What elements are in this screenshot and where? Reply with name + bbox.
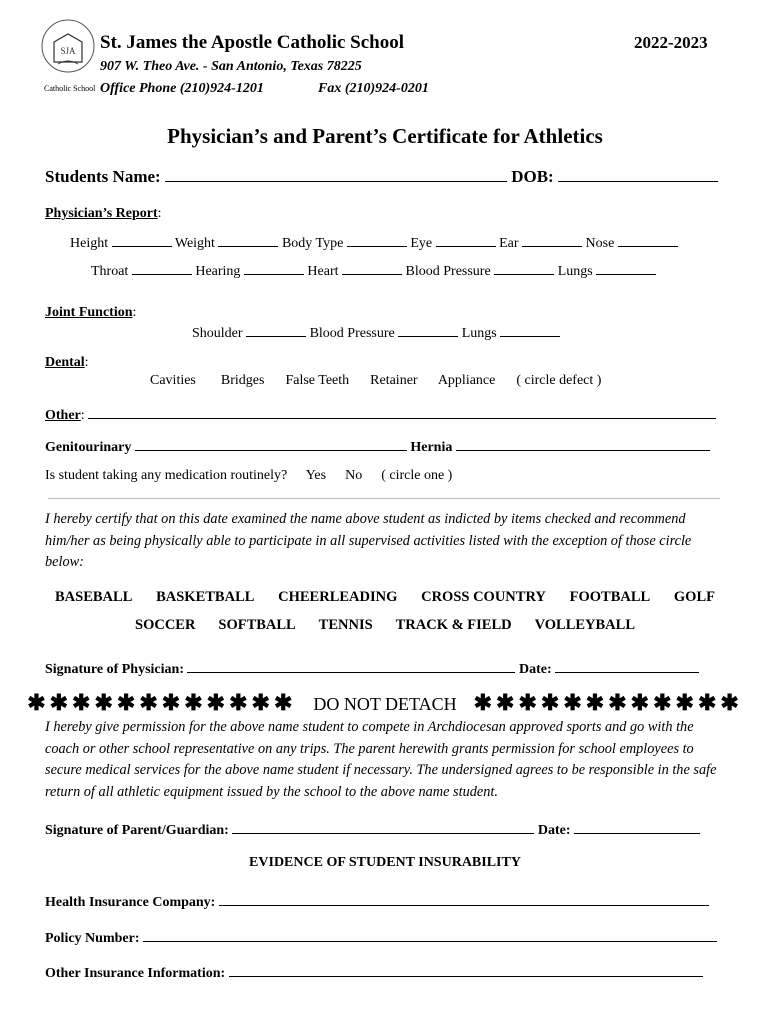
blood-pressure-field[interactable]	[494, 262, 554, 275]
sports-row-1	[55, 589, 715, 606]
dental-label: Dental	[45, 355, 85, 370]
height-label: Height	[70, 236, 109, 251]
detach-text: DO NOT DETACH	[313, 694, 457, 714]
physician-row-2	[91, 262, 656, 280]
hernia-label: Hernia	[410, 440, 453, 455]
parent-signature-label: Signature of Parent/Guardian:	[45, 823, 229, 838]
sport-baseball[interactable]: BASEBALL	[55, 589, 133, 605]
lungs-field[interactable]	[596, 262, 656, 275]
stars-right: ✱✱✱✱✱✱✱✱✱✱✱✱	[473, 690, 743, 715]
parent-signature-field[interactable]	[232, 819, 534, 834]
other-insurance-label: Other Insurance Information:	[45, 966, 226, 981]
sport-basketball[interactable]: BASKETBALL	[156, 589, 255, 605]
dental-bridges[interactable]: Bridges	[220, 373, 265, 388]
lungs-label: Lungs	[557, 264, 593, 279]
dental-false-teeth[interactable]: False Teeth	[285, 373, 350, 388]
insurability-title: EVIDENCE OF STUDENT INSURABILITY	[249, 855, 521, 870]
sport-cheerleading[interactable]: CHEERLEADING	[278, 589, 398, 605]
divider	[48, 498, 720, 499]
nose-label: Nose	[585, 236, 615, 251]
school-year: 2022-2023	[634, 33, 708, 52]
dental-appliance[interactable]: Appliance	[437, 373, 496, 388]
physician-date-label: Date:	[518, 662, 552, 677]
lungs-field[interactable]	[500, 324, 560, 337]
sport-tennis[interactable]: TENNIS	[318, 617, 373, 633]
ear-label: Ear	[499, 236, 519, 251]
hearing-label: Hearing	[195, 264, 241, 279]
seal-caption: Catholic School	[44, 84, 96, 93]
other-insurance-field[interactable]	[229, 962, 703, 977]
school-phone: Office Phone (210)924-1201	[100, 81, 264, 96]
dental-row	[150, 373, 601, 389]
medication-row	[45, 468, 452, 484]
blood-pressure-field[interactable]	[398, 324, 458, 337]
sports-row-2	[135, 617, 635, 634]
dental-cavities[interactable]: Cavities	[150, 373, 196, 388]
dob-label: DOB:	[511, 167, 554, 186]
sport-track-field[interactable]: TRACK & FIELD	[395, 617, 512, 633]
lungs-label: Lungs	[461, 326, 497, 341]
physician-signature-label: Signature of Physician:	[45, 662, 184, 677]
nose-field[interactable]	[618, 234, 678, 247]
heart-field[interactable]	[342, 262, 402, 275]
detach-banner	[0, 690, 770, 716]
weight-label: Weight	[174, 236, 215, 251]
sport-softball[interactable]: SOFTBALL	[218, 617, 296, 633]
sport-volleyball[interactable]: VOLLEYBALL	[534, 617, 635, 633]
medication-yes[interactable]: Yes	[305, 468, 327, 483]
health-insurance-label: Health Insurance Company:	[45, 895, 216, 910]
policy-number-field[interactable]	[143, 927, 717, 942]
student-name-label: Students Name:	[45, 167, 161, 186]
form-title: Physician’s and Parent’s Certificate for Athletics	[167, 124, 603, 148]
physician-row-1	[70, 234, 678, 252]
stars-left: ✱✱✱✱✱✱✱✱✱✱✱✱	[27, 690, 297, 715]
physician-report-label: Physician’s Report	[45, 206, 158, 221]
medication-no[interactable]: No	[345, 468, 363, 483]
joint-row	[192, 324, 560, 342]
school-seal	[40, 18, 96, 74]
sport-golf[interactable]: GOLF	[673, 589, 715, 605]
joint-function-label: Joint Function	[45, 305, 133, 320]
shoulder-field[interactable]	[246, 324, 306, 337]
other-label: Other	[45, 408, 81, 423]
parent-date-field[interactable]	[574, 819, 700, 834]
school-fax: Fax (210)924-0201	[318, 81, 429, 96]
certify-text: I hereby certify that on this date examined the name above student as indicted by items checked and recommend him/her as being physically able to participate in all supervised activities listed with the exception of those circle below:	[45, 511, 692, 570]
eye-label: Eye	[410, 236, 433, 251]
genitourinary-field[interactable]	[135, 436, 407, 451]
hernia-field[interactable]	[456, 436, 710, 451]
dental-retainer[interactable]: Retainer	[370, 373, 418, 388]
sport-soccer[interactable]: SOCCER	[135, 617, 196, 633]
height-field[interactable]	[112, 234, 172, 247]
weight-field[interactable]	[218, 234, 278, 247]
throat-label: Throat	[91, 264, 129, 279]
shoulder-label: Shoulder	[192, 326, 243, 341]
body-type-field[interactable]	[347, 234, 407, 247]
policy-number-label: Policy Number:	[45, 931, 140, 946]
heart-label: Heart	[307, 264, 339, 279]
other-field[interactable]	[88, 404, 716, 419]
sport-football[interactable]: FOOTBALL	[569, 589, 651, 605]
dental-note: ( circle defect )	[516, 373, 602, 388]
seal-monogram: SJA	[60, 46, 76, 56]
school-address: 907 W. Theo Ave. - San Antonio, Texas 78225	[100, 59, 362, 74]
physician-signature-field[interactable]	[187, 658, 515, 673]
ear-field[interactable]	[522, 234, 582, 247]
blood-pressure-label: Blood Pressure	[405, 264, 491, 279]
eye-field[interactable]	[436, 234, 496, 247]
health-insurance-field[interactable]	[219, 891, 709, 906]
body-type-label: Body Type	[281, 236, 344, 251]
hearing-field[interactable]	[244, 262, 304, 275]
permission-text: I hereby give permission for the above name student to compete in Archdiocesan approved sports and go with the coach or other school representative on any trips. The parent herewith grants permission for school employees to secure medical services for the above name student if necessary. The undersigned agrees to be responsible in the safe return of all athletic equipment issued by the school to the above name student.	[45, 719, 717, 800]
physician-date-field[interactable]	[555, 658, 699, 673]
parent-date-label: Date:	[537, 823, 571, 838]
blood-pressure-label: Blood Pressure	[309, 326, 395, 341]
medication-note: ( circle one )	[381, 468, 453, 483]
sport-cross-country[interactable]: CROSS COUNTRY	[421, 589, 546, 605]
medication-question: Is student taking any medication routinely?	[45, 468, 288, 483]
student-name-field[interactable]	[165, 167, 507, 182]
dob-field[interactable]	[558, 167, 718, 182]
throat-field[interactable]	[132, 262, 192, 275]
school-name: St. James the Apostle Catholic School	[100, 32, 404, 53]
genitourinary-label: Genitourinary	[45, 440, 132, 455]
